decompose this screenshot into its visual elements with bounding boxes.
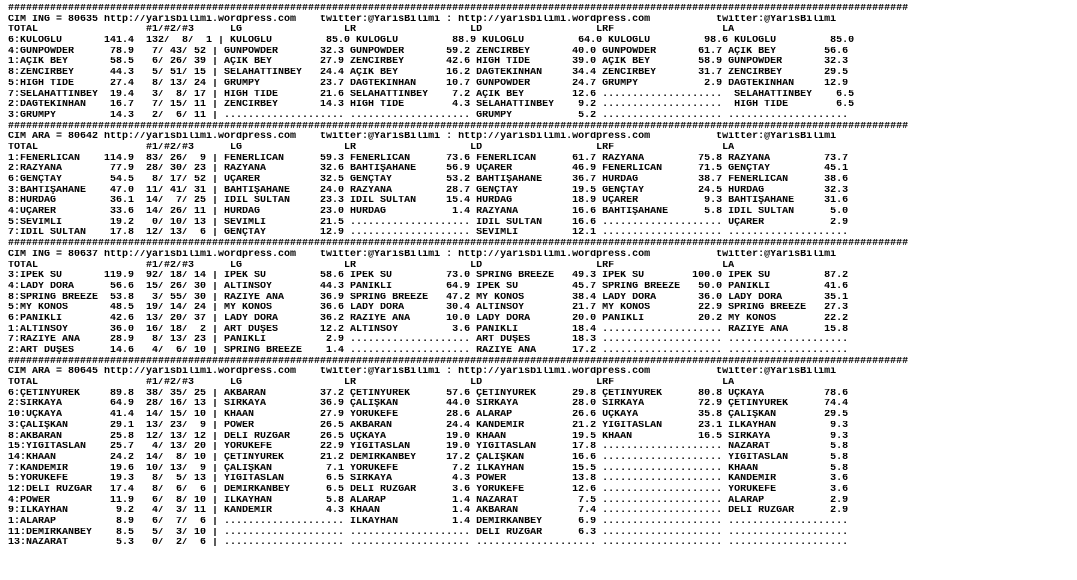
race-title: CIM ING = 80637 http://yarisbilimi.wordpress.com twitter:@YarisBilimi : http://yarisbilimi.wordpress.com twitter:@YarisBilimi xyxy=(8,249,837,260)
horse-row: 5:YÖRÜKEFE 19.3 8/ 5/ 13 | YİĞİTASLAN 6.5 SIRKAYA 4.3 POWER 13.8 .................... KANDEMİR 3.6 xyxy=(8,474,849,485)
horse-row: 2:DAĞTEKİNHAN 16.7 7/ 15/ 11 | ZENCIRBEY 14.3 HIGH TIDE 4.3 SELAHATTİNBEY 9.2 .................... HIGH TIDE 6.5 xyxy=(8,100,855,111)
horse-row: 4:GUNPOWDER 78.9 7/ 43/ 52 | GUNPOWDER 32.3 GUNPOWDER 59.2 ZENCIRBEY 40.0 GUNPOWDER 61.7 AÇIK BEY 56.6 xyxy=(8,46,849,57)
horse-row: 2:SIRKAYA 64.9 28/ 16/ 13 | SIRKAYA 36.9 ÇALIŞKAN 44.0 SIRKAYA 28.0 SIRKAYA 72.9 ÇETİNYÜREK 74.4 xyxy=(8,399,849,410)
table-header: TOTAL #1/#2/#3 LG LR LD LRF LA xyxy=(8,142,735,153)
horse-row: 2:RAZYANA 77.9 28/ 30/ 23 | RAZYANA 32.6 BAHTİŞAHANE 56.9 UÇARER 46.9 FENERLİCAN 71.5 GENÇTAY 45.1 xyxy=(8,164,849,175)
separator-line: ###################################################################################################################################################### xyxy=(8,356,909,367)
horse-row: 10:UÇKAYA 41.4 14/ 15/ 10 | KHAAN 27.9 YÖRÜKEFE 28.6 ALARAP 26.6 UÇKAYA 35.8 ÇALIŞKAN 29.5 xyxy=(8,410,849,421)
horse-row: 8:AKBARAN 25.8 12/ 13/ 12 | DELİ RÜZGAR 26.5 UÇKAYA 19.0 KHAAN 19.5 KHAAN 16.5 SIRKAYA 9.3 xyxy=(8,431,849,442)
horse-row: 6:PANİKLİ 42.6 13/ 20/ 37 | LADY DORA 36.2 RAZİYE ANA 10.0 LADY DORA 20.0 PANİKLİ 20.2 MY KONOS 22.2 xyxy=(8,313,849,324)
separator-line: ###################################################################################################################################################### xyxy=(8,239,909,250)
horse-row: 4:UÇARER 33.6 14/ 26/ 11 | HÜRDAĞ 23.0 HÜRDAĞ 1.4 RAZYANA 16.6 BAHTİŞAHANE 5.8 İDİL SULTAN 5.0 xyxy=(8,207,849,218)
horse-row: 15:YİĞİTASLAN 25.7 4/ 13/ 20 | YÖRÜKEFE 22.9 YİĞİTASLAN 19.0 YİĞİTASLAN 17.8 .................... NAZARAT 5.8 xyxy=(8,442,849,453)
horse-row: 8:ZENCIRBEY 44.3 5/ 51/ 15 | SELAHATTİNBEY 24.4 AÇIK BEY 16.2 DAĞTEKİNHAN 34.4 ZENCIRBEY 31.7 ZENCIRBEY 29.5 xyxy=(8,68,849,79)
horse-row: 2:ART DÜŞES 14.6 4/ 6/ 10 | SPRING BREEZE 1.4 .................... RAZİYE ANA 17.2 .................... .................... xyxy=(8,346,849,356)
horse-row: 3:GRUMPY 14.3 2/ 6/ 11 | .................... .................... GRUMPY 5.2 .................... .................... xyxy=(8,110,849,121)
horse-row: 13:NAZARAT 5.3 0/ 2/ 6 | .................... .................... .................... .................... .................... xyxy=(8,538,849,549)
horse-row: 8:SPRING BREEZE 53.8 3/ 55/ 30 | RAZİYE ANA 36.9 SPRING BREEZE 47.2 MY KONOS 38.4 LADY DORA 36.0 LADY DORA 35.1 xyxy=(8,292,849,303)
separator-line: ###################################################################################################################################################### xyxy=(8,121,909,132)
horse-row: 7:SELAHATTİNBEY 19.4 3/ 8/ 17 | HIGH TIDE 21.6 SELAHATTİNBEY 7.2 AÇIK BEY 12.6 .................... SELAHATTİNBEY 6.5 xyxy=(8,89,855,100)
horse-row: 9:İLKAYHAN 9.2 4/ 3/ 11 | KANDEMİR 4.3 KHAAN 1.4 AKBARAN 7.4 .................... DELİ RÜZGAR 2.9 xyxy=(8,506,849,517)
horse-row: 1:FENERLİCAN 114.9 83/ 26/ 9 | FENERLİCAN 59.3 FENERLİCAN 73.6 FENERLİCAN 61.7 RAZYANA 75.8 RAZYANA 73.7 xyxy=(8,153,849,164)
table-header: TOTAL #1/#2/#3 LG LR LD LRF LA xyxy=(8,378,735,389)
horse-row: 1:ALARAP 8.9 6/ 7/ 6 | .................... İLKAYHAN 1.4 DEMİRKANBEY 6.9 .................... .................... xyxy=(8,517,849,527)
horse-row: 3:ÇALIŞKAN 29.1 13/ 23/ 9 | POWER 26.5 AKBARAN 24.4 KANDEMİR 21.2 YİĞİTASLAN 23.1 İLKAYHAN 9.3 xyxy=(8,420,849,431)
horse-row: 14:KHAAN 24.2 14/ 8/ 10 | ÇETİNYÜREK 21.2 DEMİRKANBEY 17.2 ÇALIŞKAN 16.6 .................... YİĞİTASLAN 5.8 xyxy=(8,452,849,463)
horse-row: 4:POWER 11.9 6/ 8/ 10 | İLKAYHAN 5.8 ALARAP 1.4 NAZARAT 7.5 .................... ALARAP 2.9 xyxy=(8,495,849,506)
horse-row: 6:ÇETİNYÜREK 89.8 38/ 35/ 25 | AKBARAN 37.2 ÇETİNYÜREK 57.6 ÇETİNYÜREK 29.8 ÇETİNYÜREK 80.8 UÇKAYA 78.6 xyxy=(8,388,849,399)
horse-row: 5:MY KONOS 48.5 19/ 14/ 24 | MY KONOS 36.6 LADY DORA 30.4 ALTINSOY 21.7 MY KONOS 22.9 SPRING BREEZE 27.3 xyxy=(8,303,849,314)
horse-row: 6:KULOĞLU 141.4 132/ 8/ 1 | KULOĞLU 85.0 KULOĞLU 88.9 KULOĞLU 64.0 KULOĞLU 98.6 KULOĞLU 85.0 xyxy=(8,36,855,47)
race-title: CIM ARA = 80642 http://yarisbilimi.wordpress.com twitter:@YarisBilimi : http://yarisbilimi.wordpress.com twitter:@YarisBilimi xyxy=(8,132,837,143)
horse-row: 5:SEVİMLİ 19.2 0/ 10/ 13 | SEVİMLİ 21.5 .................... İDİL SULTAN 16.6 .................... UÇARER 2.9 xyxy=(8,217,849,228)
race-title: CIM ARA = 80645 http://yarisbilimi.wordpress.com twitter:@YarisBilimi : http://yarisbilimi.wordpress.com twitter:@YarisBilimi xyxy=(8,367,837,378)
horse-row: 5:HIGH TIDE 27.4 8/ 13/ 24 | GRUMPY 23.7 DAĞTEKİNHAN 10.7 GUNPOWDER 24.7 GRUMPY 2.9 DAĞTEKİNHAN 12.9 xyxy=(8,78,849,89)
table-header: TOTAL #1/#2/#3 LG LR LD LRF LA xyxy=(8,260,735,271)
separator-line: ###################################################################################################################################################### xyxy=(8,4,909,14)
horse-row: 3:BAHTİŞAHANE 47.0 11/ 41/ 31 | BAHTİŞAHANE 24.0 RAZYANA 28.7 GENÇTAY 19.5 GENÇTAY 24.5 HÜRDAĞ 32.3 xyxy=(8,185,849,196)
table-header: TOTAL #1/#2/#3 LG LR LD LRF LA xyxy=(8,25,735,36)
horse-row: 1:AÇIK BEY 58.5 6/ 26/ 39 | AÇIK BEY 27.9 ZENCIRBEY 42.6 HIGH TIDE 39.0 AÇIK BEY 58.9 GUNPOWDER 32.3 xyxy=(8,57,849,68)
horse-row: 7:RAZİYE ANA 28.9 8/ 13/ 23 | PANİKLİ 2.9 .................... ART DÜŞES 18.3 .................... .................... xyxy=(8,335,849,346)
race-title: CIM ING = 80635 http://yarisbilimi.wordpress.com twitter:@YarisBilimi : http://yarisbilimi.wordpress.com twitter:@YarisBilimi xyxy=(8,14,837,25)
horse-row: 4:LADY DORA 56.6 15/ 26/ 30 | ALTINSOY 44.3 PANİKLİ 64.9 İPEK SU 45.7 SPRING BREEZE 50.0 PANİKLİ 41.6 xyxy=(8,281,849,292)
horse-row: 3:İPEK SU 119.9 92/ 18/ 14 | İPEK SU 58.6 İPEK SU 73.0 SPRING BREEZE 49.3 İPEK SU 100.0 İPEK SU 87.2 xyxy=(8,271,849,282)
horse-row: 7:KANDEMİR 19.6 10/ 13/ 9 | ÇALIŞKAN 7.1 YÖRÜKEFE 7.2 İLKAYHAN 15.5 .................... KHAAN 5.8 xyxy=(8,463,849,474)
horse-row: 8:HÜRDAĞ 36.1 14/ 7/ 25 | İDİL SULTAN 23.3 İDİL SULTAN 15.4 HÜRDAĞ 18.9 UÇARER 9.3 BAHTİŞAHANE 31.6 xyxy=(8,196,849,207)
horse-row: 6:GENÇTAY 54.5 8/ 17/ 52 | UÇARER 32.5 GENÇTAY 53.2 BAHTİŞAHANE 36.7 HÜRDAĞ 38.7 FENERLİCAN 38.6 xyxy=(8,175,849,185)
horse-row: 11:DEMİRKANBEY 8.5 5/ 3/ 10 | .................... .................... DELİ RÜZGAR 6.3 .................... .................... xyxy=(8,527,849,538)
horse-row: 7:İDİL SULTAN 17.8 12/ 13/ 6 | GENÇTAY 12.9 .................... SEVİMLİ 12.1 .................... .................... xyxy=(8,228,849,239)
horse-row: 1:ALTINSOY 36.0 16/ 18/ 2 | ART DÜŞES 12.2 ALTINSOY 3.6 PANİKLİ 18.4 .................... RAZİYE ANA 15.8 xyxy=(8,324,849,335)
horse-row: 12:DELİ RÜZGAR 17.4 8/ 6/ 6 | DEMİRKANBEY 6.5 DELİ RÜZGAR 3.6 YÖRÜKEFE 12.6 .................... YÖRÜKEFE 3.6 xyxy=(8,484,849,495)
